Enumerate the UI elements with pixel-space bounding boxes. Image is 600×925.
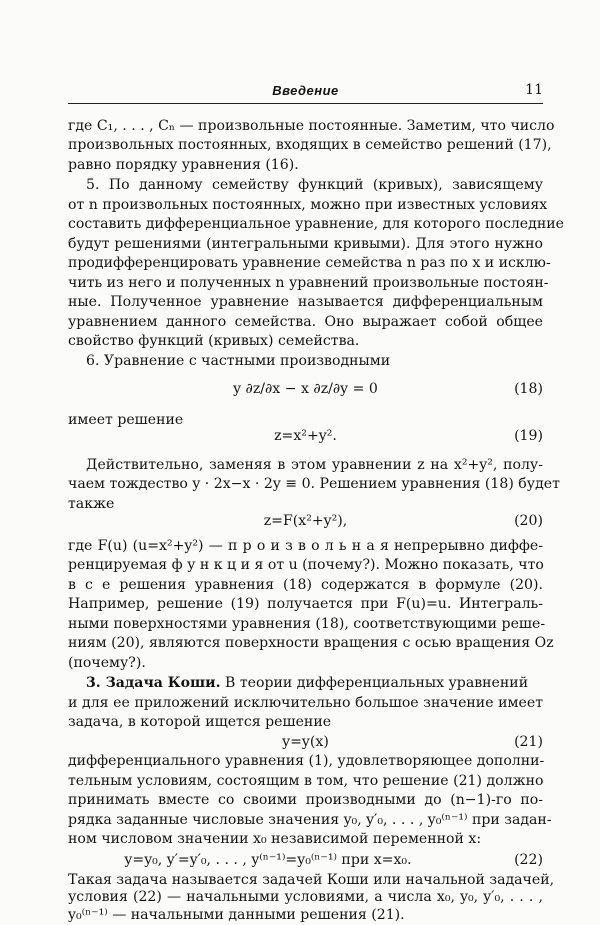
text-line: Действительно, заменяя в этом уравнении z на x²+y², полу-: [86, 456, 543, 473]
equation-number: (19): [514, 427, 543, 444]
equation-19: z=x²+y².: [274, 427, 337, 444]
text-line: дифференциального уравнения (1), удовлетворяющее дополни-: [68, 753, 545, 770]
page-number: 11: [525, 82, 543, 98]
text-line: (почему?).: [68, 654, 146, 671]
text-line: продифференцировать уравнение семейства n раз по x и исклю-: [68, 255, 551, 272]
text-line: условия (22) — начальными условиями, а числа x₀, y₀, y′₀, . . . ,: [68, 889, 543, 906]
section-heading: 3. Задача Коши.: [86, 675, 221, 692]
text-line: Такая задача называется задачей Коши или начальной задачей,: [68, 871, 555, 888]
section-heading-line: [86, 673, 543, 693]
equation-22: y=y₀, y′=y′₀, . . . , y⁽ⁿ⁻¹⁾=y₀⁽ⁿ⁻¹⁾ при x=x₀.: [124, 852, 412, 869]
text-line: от n произвольных постоянных, можно при известных условиях: [68, 196, 548, 213]
equation-number: (18): [514, 381, 543, 397]
text-span: В теории дифференциальных уравнений: [220, 675, 529, 692]
text-line: произвольных постоянных, входящих в семейство решений (17),: [68, 137, 552, 154]
text-line: ниям (20), являются поверхности вращения с осью вращения Oz: [68, 635, 554, 652]
running-title: Введение: [272, 83, 339, 98]
text-line: и для ее приложений исключительно большое значение имеет: [68, 694, 543, 711]
text-line: ном числовом значении x₀ независимой переменной x:: [68, 831, 482, 848]
text-line: чаем тождество y · 2x−x · 2y ≡ 0. Решением уравнения (18) будет: [68, 476, 560, 493]
page-header: [68, 81, 543, 101]
equation-number: (22): [514, 852, 543, 869]
text-line: ные. Полученное уравнение называется дифференциальным: [68, 294, 543, 311]
text-line: Например, решение (19) получается при F(u)=u. Интеграль-: [68, 596, 543, 613]
text-line: тельным условиям, состоящим в том, что решение (21) должно: [68, 772, 544, 789]
text-line: составить дифференциальное уравнение, для которого последние: [68, 216, 564, 233]
header-rule: [68, 103, 543, 104]
text-line: также: [68, 495, 115, 512]
text-line: ными поверхностями уравнения (18), соответствующими реше-: [68, 615, 546, 632]
equation-18: y ∂z/∂x − x ∂z/∂y = 0: [233, 381, 378, 397]
text-line: y₀⁽ⁿ⁻¹⁾ — начальными данными решения (21).: [68, 907, 405, 923]
text-line: в с е решения уравнения (18) содержатся в формуле (20).: [68, 576, 543, 593]
equation-number: (20): [514, 513, 543, 530]
equation-number: (21): [514, 733, 543, 750]
text-line: где C₁, . . . , Cₙ — произвольные постоянные. Заметим, что число: [68, 118, 555, 134]
text-line: равно порядку уравнения (16).: [68, 156, 299, 173]
text-line: чить из него и полученных n уравнений произвольные постоян-: [68, 274, 549, 291]
text-line: принимать вместе со своими производными до (n−1)-го по-: [68, 792, 543, 809]
text-line: имеет решение: [68, 412, 184, 429]
text-line: 5. По данному семейству функций (кривых), зависящему: [86, 177, 543, 194]
text-line: уравнением данного семейства. Оно выражает собой общее: [68, 313, 543, 330]
text-line: свойство функций (кривых) семейства.: [68, 333, 360, 350]
text-line: рядка заданные числовые значения y₀, y′₀, . . . , y₀⁽ⁿ⁻¹⁾ при задан-: [68, 811, 552, 828]
text-line: 6. Уравнение с частными производными: [86, 352, 391, 369]
text-line: где F(u) (u=x²+y²) — п р о и з в о л ь н а я непрерывно диффе-: [68, 537, 543, 554]
text-line: будут решениями (интегральными кривыми). Для этого нужно: [68, 235, 543, 252]
equation-20: z=F(x²+y²),: [263, 513, 348, 530]
text-line: задача, в которой ищется решение: [68, 714, 332, 731]
text-line: ренцируемая ф у н к ц и я от u (почему?). Можно показать, что: [68, 557, 544, 574]
equation-21: y=y(x): [282, 733, 329, 750]
